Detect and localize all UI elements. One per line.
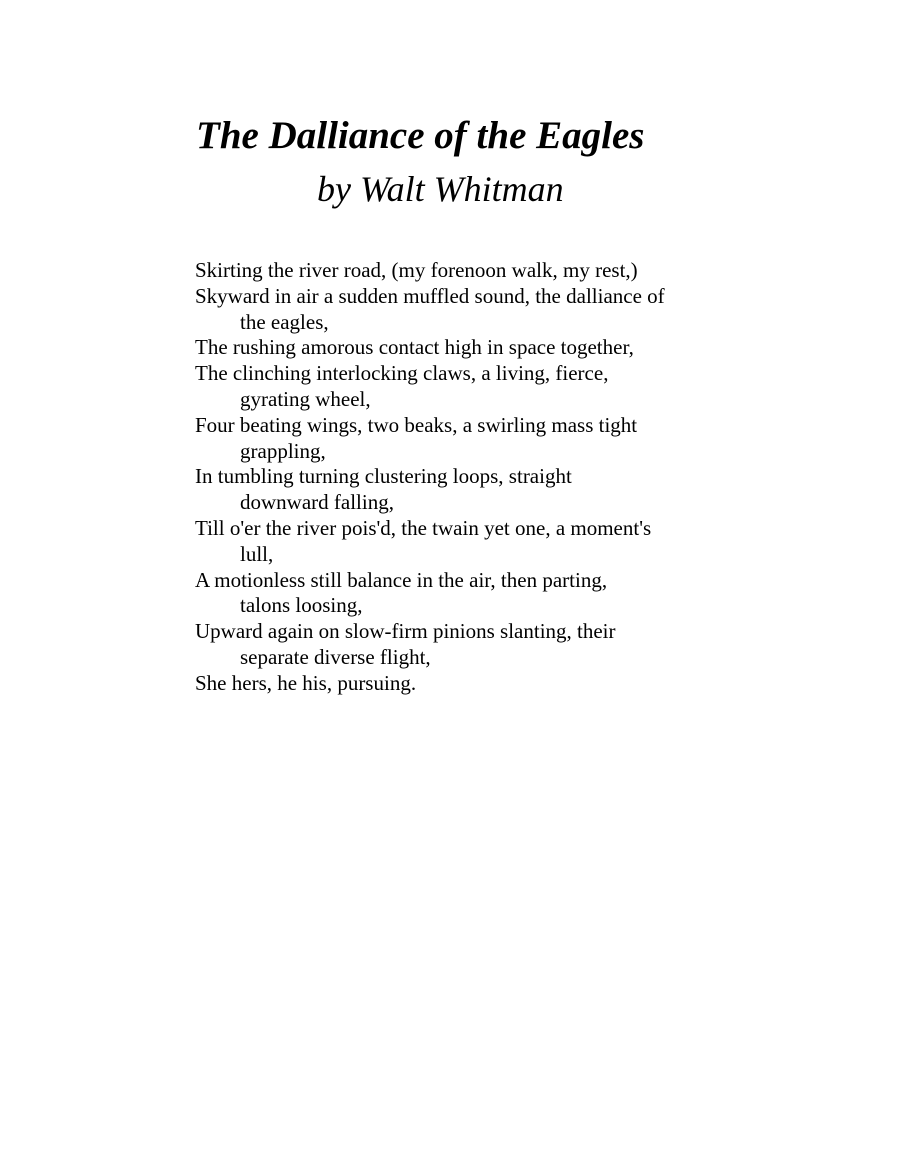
poem-line: Four beating wings, two beaks, a swirling mass tight bbox=[195, 412, 638, 437]
poem-line-continuation: gyrating wheel, bbox=[240, 386, 371, 411]
poem-line: Skirting the river road, (my forenoon walk, my rest,) bbox=[195, 258, 638, 282]
poem-line-continuation: downward falling, bbox=[240, 490, 394, 515]
poem-title: The Dalliance of the Eagles bbox=[196, 114, 645, 157]
poem-line: In tumbling turning clustering loops, straight bbox=[195, 464, 572, 489]
poem-line: Upward again on slow-firm pinions slanting, their bbox=[195, 619, 616, 644]
poem-line-continuation: lull, bbox=[240, 541, 274, 566]
poem-line-continuation: separate diverse flight, bbox=[240, 644, 431, 669]
poem-line-continuation: grappling, bbox=[240, 438, 326, 463]
poem-line-continuation: talons loosing, bbox=[240, 593, 363, 618]
poem-body bbox=[195, 258, 715, 697]
poem-author: by Walt Whitman bbox=[317, 169, 564, 209]
poem-line: Till o'er the river pois'd, the twain yet one, a moment's bbox=[195, 515, 652, 540]
poem-line: Skyward in air a sudden muffled sound, the dalliance of bbox=[195, 283, 665, 308]
poem-line-continuation: the eagles, bbox=[240, 309, 329, 334]
poem-line: The clinching interlocking claws, a living, fierce, bbox=[195, 361, 609, 386]
poem-line: A motionless still balance in the air, then parting, bbox=[195, 567, 608, 592]
poem-line: She hers, he his, pursuing. bbox=[195, 670, 417, 695]
poem-line: The rushing amorous contact high in space together, bbox=[195, 335, 634, 360]
